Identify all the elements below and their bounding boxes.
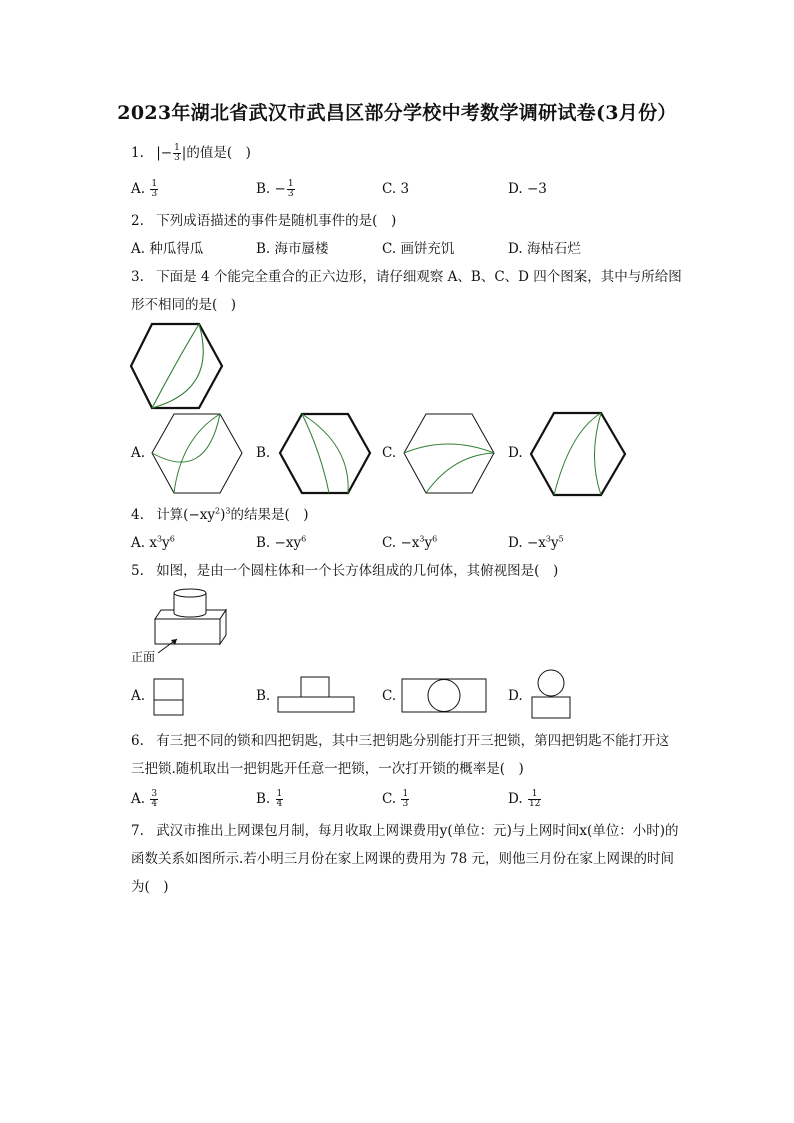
- question-6: [131, 732, 669, 750]
- question-number: 1.: [131, 145, 144, 161]
- question-number: 7.: [131, 823, 144, 839]
- front-view-label: 正面: [131, 650, 156, 664]
- question-number: 2.: [131, 213, 144, 229]
- option-a-label: A.: [131, 688, 146, 704]
- option-d-top-view-figure: [530, 668, 572, 720]
- option-b: B. 海市蜃楼: [256, 241, 329, 257]
- option-d: D. 海枯石烂: [508, 241, 581, 257]
- question-5: [131, 562, 558, 580]
- question-number: 6.: [131, 733, 144, 749]
- option-a: A. $\frac{1}{3}$: [131, 179, 158, 199]
- cylinder-cuboid-figure: [150, 587, 260, 662]
- question-7-line-2: 函数关系如图所示.若小明三月份在家上网课的费用为 78 元，则他三月份在家上网课的时间: [131, 851, 675, 867]
- option-d: D. $-x^3y^5$: [508, 534, 564, 551]
- option-b-label: B.: [256, 445, 271, 461]
- option-c: C. 3: [382, 181, 410, 197]
- question-7-line-3: 为( ): [131, 879, 169, 895]
- option-a-label: A.: [131, 445, 146, 461]
- option-c-top-view-figure: [401, 678, 487, 714]
- option-c-label: C.: [382, 688, 397, 704]
- option-a: A. $x^3y^6$: [131, 534, 175, 551]
- option-d-hexagon-figure: [530, 412, 626, 496]
- option-c: C. $-x^3y^6$: [382, 534, 438, 551]
- option-a: A. 种瓜得瓜: [131, 241, 204, 257]
- option-d-label: D.: [508, 688, 523, 704]
- question-text: 下面是 4 个能完全重合的正六边形，请仔细观察 A、B、C、D 四个图案，其中与所给图: [156, 269, 682, 285]
- question-text: 武汉市推出上网课包月制，每月收取上网课费用y(单位：元)与上网时间x(单位：小时)的: [156, 823, 679, 839]
- option-a: A. $\frac{3}{4}$: [131, 789, 158, 809]
- question-3-line-2: 形不相同的是( ): [131, 297, 237, 313]
- question-text: 有三把不同的锁和四把钥匙，其中三把钥匙分别能打开三把锁，第四把钥匙不能打开这: [156, 733, 670, 749]
- option-b-hexagon-figure: [279, 413, 371, 495]
- question-number: 3.: [131, 269, 144, 285]
- question-number: 5.: [131, 563, 144, 579]
- option-a-hexagon-figure: [151, 413, 243, 495]
- question-3: [131, 268, 682, 286]
- option-c-label: C.: [382, 445, 397, 461]
- question-text: 下列成语描述的事件是随机事件的是( ): [156, 213, 397, 229]
- option-b: B. − $\frac{1}{3}$: [256, 179, 294, 199]
- question-text: |− $\frac{1}{3}$ |的值是( ): [156, 143, 251, 163]
- question-7: [131, 822, 679, 840]
- option-b: B. $-xy^6$: [256, 534, 307, 551]
- option-b-label: B.: [256, 688, 271, 704]
- question-text: 如图，是由一个圆柱体和一个长方体组成的几何体，其俯视图是( ): [156, 563, 559, 579]
- question-6-line-2: 三把锁.随机取出一把钥匙开任意一把锁，一次打开锁的概率是( ): [131, 761, 524, 777]
- option-d: D. $\frac{1}{12}$: [508, 789, 541, 809]
- reference-hexagon-figure: [130, 322, 230, 412]
- question-text: 计算$(-xy^2)^3$的结果是( ): [156, 506, 309, 523]
- option-d-label: D.: [508, 445, 523, 461]
- fraction: $\frac{1}{3}$: [174, 143, 180, 163]
- question-1: [131, 144, 251, 163]
- option-c: C. $\frac{1}{3}$: [382, 789, 409, 809]
- option-b-top-view-figure: [277, 676, 357, 714]
- question-4: [131, 506, 309, 524]
- option-c: C. 画饼充饥: [382, 241, 455, 257]
- option-c-hexagon-figure: [403, 413, 495, 495]
- page-title: 2023年湖北省武汉市武昌区部分学校中考数学调研试卷(3月份）: [117, 102, 677, 124]
- option-b: B. $\frac{1}{4}$: [256, 789, 283, 809]
- option-a-top-view-figure: [153, 678, 185, 716]
- option-d: D. −3: [508, 181, 547, 197]
- question-number: 4.: [131, 507, 144, 523]
- question-2: [131, 212, 396, 230]
